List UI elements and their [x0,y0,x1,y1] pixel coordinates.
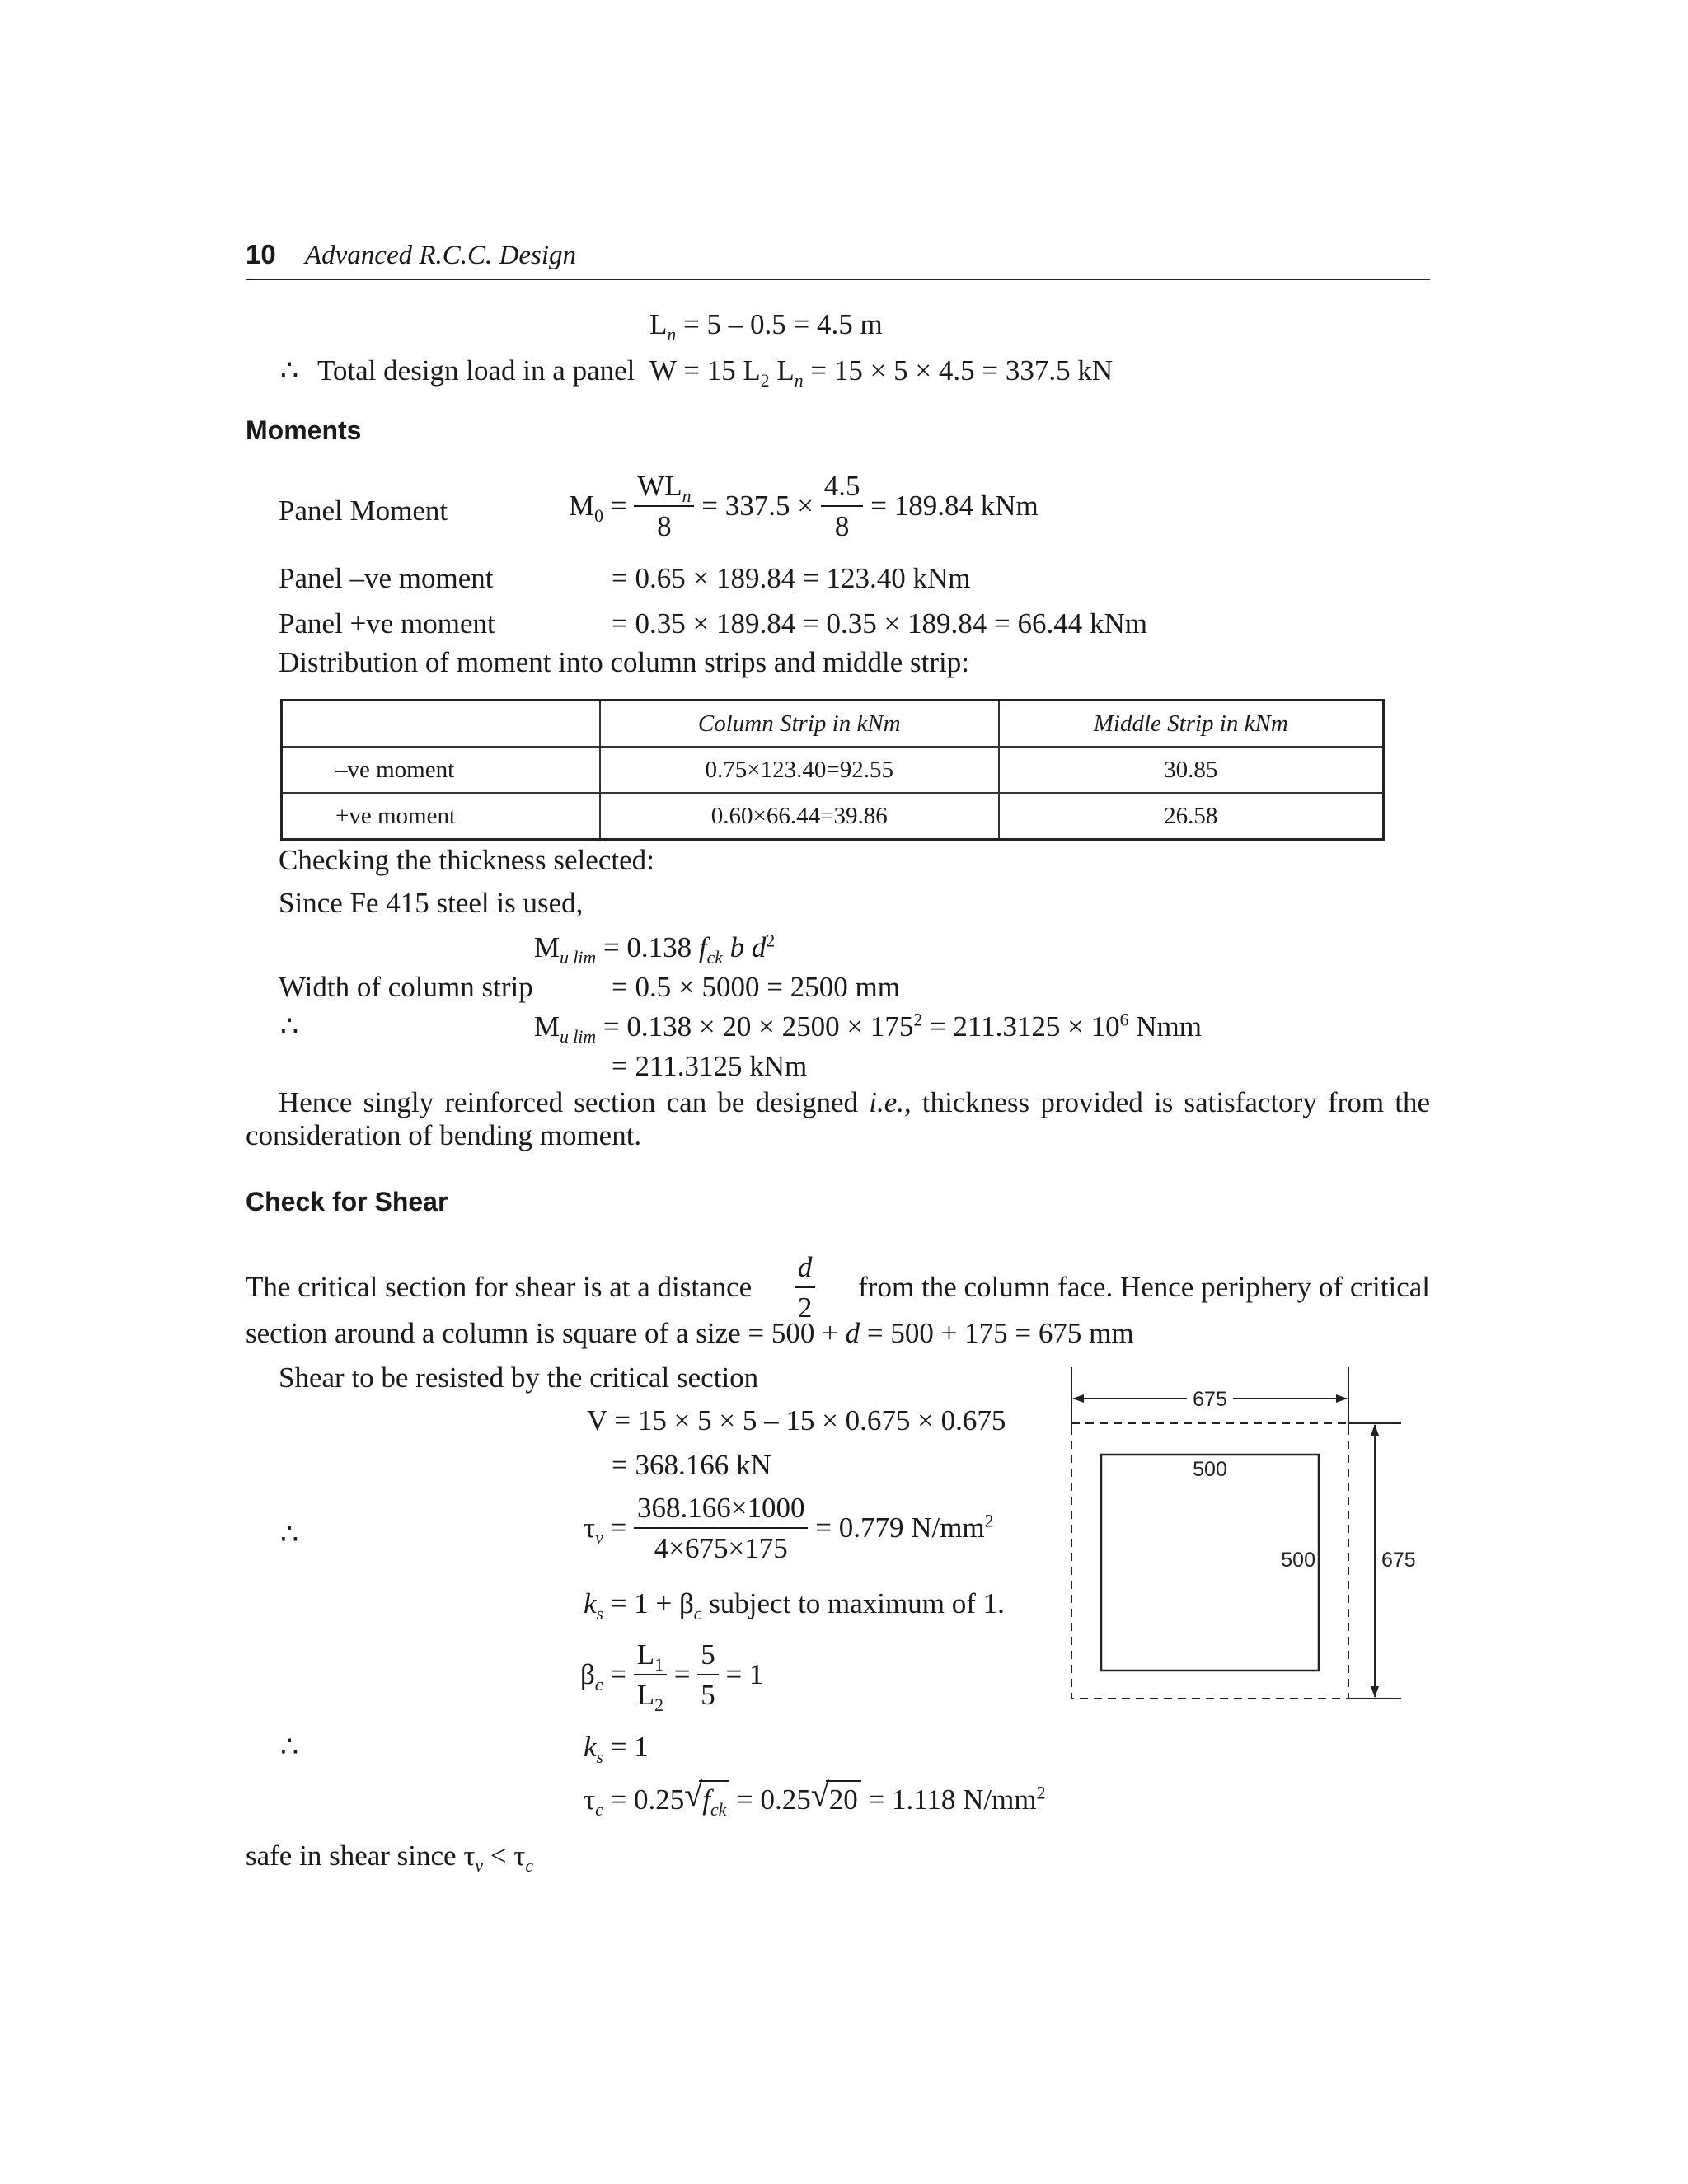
table-header-cell [282,701,601,748]
sqrt-fck: √ $f_{ck}$ [684,1780,729,1818]
shear-resisted-text: Shear to be resisted by the critical section [279,1361,759,1394]
therefore-symbol: ∴ [280,1518,299,1550]
ln-equation: $L_n = 5 - 0.5 = 4.5$ m [649,308,883,344]
m0-equation: $M_0$ = $\frac{WL_n}{8}$ = 337.5 × $\frac{4.5}{8}$ = 189.84 kNm [569,470,1039,542]
table-row [282,747,1384,793]
outer-width-label: 675 [1193,1388,1227,1411]
table-header-row [282,701,1384,748]
outer-height-label: 675 [1381,1549,1416,1572]
since-text: Since Fe 415 steel is used, [279,887,584,919]
panel-moment-label: Panel Moment [279,494,448,527]
inner-width-label: 500 [1193,1458,1227,1481]
dimension-extension-lines [1071,1367,1401,1699]
fraction-tau-v: $\frac{368.166\times 1000}{4\times 675\times 175}$ [634,1493,809,1563]
fraction-4-5-8: $\frac{4.5}{8}$ [821,471,864,541]
width-value: = 0.5 × 5000 = 2500 mm [612,971,900,1003]
shear-heading: Check for Shear [246,1187,448,1216]
moments-heading: Moments [246,415,362,445]
fraction-d-2: $\frac{d}{2}$ [795,1253,816,1322]
therefore-symbol: ∴ [280,1731,299,1763]
table-cell: 30.85 [999,747,1384,793]
table-header-cell: Column Strip in kNm [600,701,999,748]
mulim-equation-2: $M_{u lim} = 0.138 \times 20 \times 2500 \times 175^2 = 211.3125 \times 10^6$ Nmm [534,1010,1202,1047]
inner-height-label: 500 [1281,1549,1315,1572]
beta-equation: $\beta_c$ = $\frac{L_1}{L_2}$ = $\frac{5}{5}$ = 1 [580,1638,764,1715]
table-cell: –ve moment [282,747,601,793]
width-label: Width of column strip [279,971,533,1003]
v-result: = 368.166 kN [612,1449,771,1481]
critical-section-line: The critical section for shear is at a distance $\frac{d}{2}$ from the column face. Hence periphery of critical [246,1251,1430,1324]
tau-c-equation: $\tau_c = 0.25$ √ $f_{ck} = 0.25$ √ 20 = 1.118 $N/mm^2$ [584,1776,1046,1820]
table-cell: 0.60×66.44=39.86 [600,793,999,840]
table-row [282,793,1384,840]
fraction-wln-8: $\frac{WL_n}{8}$ [634,471,694,541]
pos-moment-label: Panel +ve moment [279,607,495,640]
moment-distribution-table [280,699,1385,841]
table-cell: +ve moment [282,793,601,840]
mulim-equation-1: $M_{u lim} = 0.138$ $f_{ck}$ b $d^2$ [534,930,776,968]
safe-in-shear-text: safe in shear since $\tau_v < \tau_c$ [246,1840,533,1876]
section-size-line: section around a column is square of a size = 500 + d = 500 + 175 = 675 mm [246,1317,1134,1349]
total-load-label: Total design load in a panel [317,354,635,387]
distribution-text: Distribution of moment into column strips and middle strip: [279,646,970,678]
v-equation: V = 15 × 5 × 5 – 15 × 0.675 × 0.675 [587,1404,1006,1436]
total-load-equation: W = 15 $L_2$ $L_n = 15 \times 5 \times 4.5 = 337.5$ kN [649,354,1114,391]
sqrt-20: √ 20 [811,1780,861,1818]
critical-section-diagram [1063,1364,1426,1727]
ks-equation: $k_s = 1 + \beta_c$ subject to maximum of 1. [584,1587,1005,1624]
book-title: Advanced R.C.C. Design [305,241,577,270]
checking-text: Checking the thickness selected: [279,844,654,876]
running-header [246,239,1430,280]
therefore-symbol: ∴ [280,354,299,387]
fraction-5-5: $\frac{5}{5}$ [697,1640,719,1709]
hence-paragraph: Hence singly reinforced section can be designed i.e., thickness provided is satisfactory from the consideration of bending moment. [246,1086,1430,1151]
table-cell: 0.75×123.40=92.55 [600,747,999,793]
ks-equals-1: $k_s = 1$ [584,1731,649,1767]
therefore-symbol: ∴ [280,1010,299,1043]
fraction-l1-l2: $\frac{L_1}{L_2}$ [634,1640,667,1709]
mulim-equation-3: = 211.3125 kNm [612,1050,808,1082]
tau-v-equation: $\tau_v$ = $\frac{368.166\times 1000}{4\times 675\times 175}$ = 0.779 $N/mm^2$ [584,1492,994,1564]
pos-moment-value: = 0.35 × 189.84 = 0.35 × 189.84 = 66.44 kNm [612,607,1147,640]
neg-moment-label: Panel –ve moment [279,562,494,594]
table-header-cell: Middle Strip in kNm [999,701,1384,748]
page-number: 10 [246,239,276,269]
table-cell: 26.58 [999,793,1384,840]
neg-moment-value: = 0.65 × 189.84 = 123.40 kNm [612,562,971,594]
